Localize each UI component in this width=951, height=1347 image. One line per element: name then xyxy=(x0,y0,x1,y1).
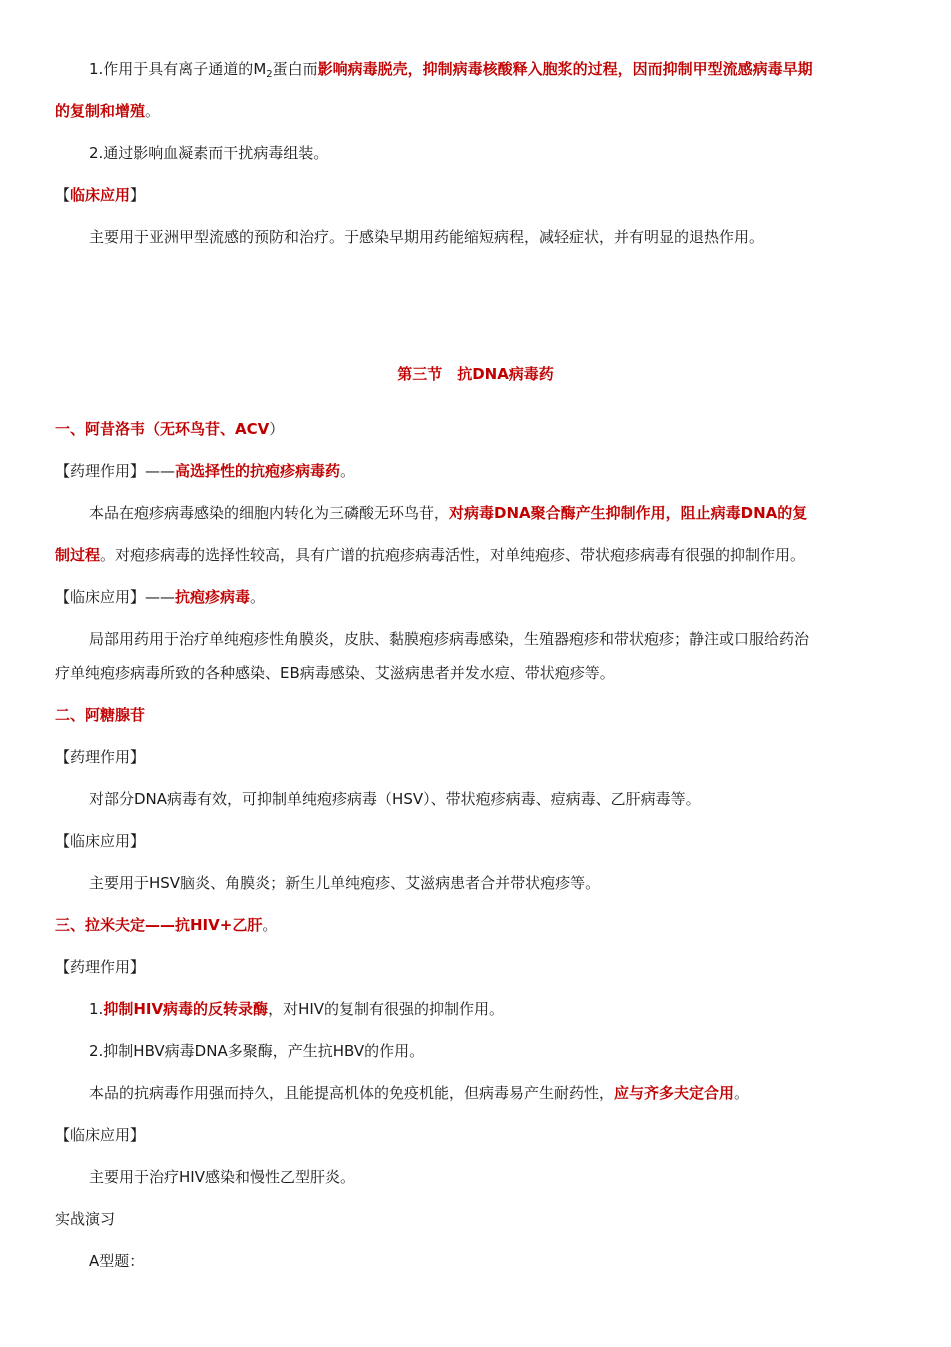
mechanism-1-subscript: 2 xyxy=(266,69,273,80)
vidarabine-pharm-label: 【药理作用】 xyxy=(55,748,146,766)
acyclovir-pharm-text-highlight-cont: 制过程 xyxy=(55,546,101,564)
mechanism-1-mid: 蛋白而 xyxy=(272,60,318,78)
lamivudine-p-a: 本品的抗病毒作用强而持久，且能提高机体的免疫机能，但病毒易产生耐药性， xyxy=(89,1084,615,1102)
lamivudine-p-highlight: 应与齐多夫定合用 xyxy=(614,1084,735,1102)
acyclovir-pharm-text-2 xyxy=(55,544,900,566)
lamivudine-mechanism-2: 2.抑制HBV病毒DNA多聚酶，产生抗HBV的作用。 xyxy=(89,1042,425,1060)
acyclovir-clinical-end: 。 xyxy=(250,588,266,606)
mechanism-item-1 xyxy=(89,58,900,80)
acyclovir-heading-text: 一、阿昔洛韦（无环鸟苷、ACV xyxy=(55,420,270,438)
acyclovir-heading-end: ） xyxy=(269,420,285,438)
lamivudine-heading xyxy=(55,914,900,936)
lamivudine-pharm-label: 【药理作用】 xyxy=(55,958,146,976)
lamivudine-m1-rest: ，对HIV的复制有很强的抑制作用。 xyxy=(268,1000,505,1018)
vidarabine-clinical-label: 【临床应用】 xyxy=(55,832,146,850)
section-title: 第三节 抗DNA病毒药 xyxy=(397,365,554,383)
acyclovir-pharm-text-1 xyxy=(89,502,900,524)
mechanism-1-end: 。 xyxy=(145,102,161,120)
lamivudine-clinical-label: 【临床应用】 xyxy=(55,1126,146,1144)
lamivudine-resistance-text xyxy=(89,1082,900,1104)
vidarabine-pharm-text: 对部分DNA病毒有效，可抑制单纯疱疹病毒（HSV）、带状疱疹病毒、痘病毒、乙肝病毒等。 xyxy=(89,790,701,808)
clinical-text-amantadine: 主要用于亚洲甲型流感的预防和治疗。于感染早期用药能缩短病程，减轻症状，并有明显的退热作用。 xyxy=(89,228,765,246)
vidarabine-heading: 二、阿糖腺苷 xyxy=(55,706,146,724)
mechanism-item-1-cont xyxy=(55,100,900,122)
acyclovir-pharm-text-a: 本品在疱疹病毒感染的细胞内转化为三磷酸无环鸟苷， xyxy=(89,504,450,522)
lamivudine-heading-end: 。 xyxy=(262,916,278,934)
acyclovir-pharm-text-rest: 。对疱疹病毒的选择性较高，具有广谱的抗疱疹病毒活性，对单纯疱疹、带状疱疹病毒有很强的抑制作用。 xyxy=(100,546,806,564)
lamivudine-mechanism-1 xyxy=(89,998,900,1020)
acyclovir-clinical-text-2: 疗单纯疱疹病毒所致的各种感染、EB病毒感染、艾滋病患者并发水痘、带状疱疹等。 xyxy=(55,664,615,682)
acyclovir-clinical-label: 【临床应用】—— xyxy=(55,588,176,606)
mechanism-1-highlight: 影响病毒脱壳，抑制病毒核酸释入胞浆的过程，因而抑制甲型流感病毒早期 xyxy=(317,60,813,78)
bracket-open: 【 xyxy=(55,186,71,204)
clinical-label: 临床应用 xyxy=(70,186,131,204)
lamivudine-heading-text: 三、拉米夫定——抗HIV+乙肝 xyxy=(55,916,263,934)
acyclovir-pharm-text-highlight: 对病毒DNA聚合酶产生抑制作用，阻止病毒DNA的复 xyxy=(449,504,808,522)
practice-heading: 实战演习 xyxy=(55,1210,116,1228)
bracket-close: 】 xyxy=(130,186,146,204)
acyclovir-pharm-label: 【药理作用】—— xyxy=(55,462,176,480)
acyclovir-clinical-heading xyxy=(55,586,900,608)
lamivudine-m1-prefix: 1. xyxy=(89,1000,104,1018)
lamivudine-m1-highlight: 抑制HIV病毒的反转录酶 xyxy=(103,1000,269,1018)
mechanism-1-prefix: 1.作用于具有离子通道的M xyxy=(89,60,267,78)
acyclovir-heading xyxy=(55,418,900,440)
mechanism-item-2: 2.通过影响血凝素而干扰病毒组装。 xyxy=(89,144,329,162)
mechanism-1-highlight-cont: 的复制和增殖 xyxy=(55,102,146,120)
vidarabine-clinical-text: 主要用于HSV脑炎、角膜炎；新生儿单纯疱疹、艾滋病患者合并带状疱疹等。 xyxy=(89,874,601,892)
acyclovir-pharm-heading xyxy=(55,460,900,482)
clinical-heading-amantadine xyxy=(55,184,900,206)
question-type-a: A型题： xyxy=(89,1252,145,1270)
acyclovir-pharm-end: 。 xyxy=(340,462,356,480)
lamivudine-p-end: 。 xyxy=(734,1084,750,1102)
acyclovir-pharm-highlight: 高选择性的抗疱疹病毒药 xyxy=(175,462,341,480)
acyclovir-clinical-text-1: 局部用药用于治疗单纯疱疹性角膜炎，皮肤、黏膜疱疹病毒感染，生殖器疱疹和带状疱疹；静注或口服给药治 xyxy=(89,630,810,648)
acyclovir-clinical-highlight: 抗疱疹病毒 xyxy=(175,588,251,606)
lamivudine-clinical-text: 主要用于治疗HIV感染和慢性乙型肝炎。 xyxy=(89,1168,355,1186)
